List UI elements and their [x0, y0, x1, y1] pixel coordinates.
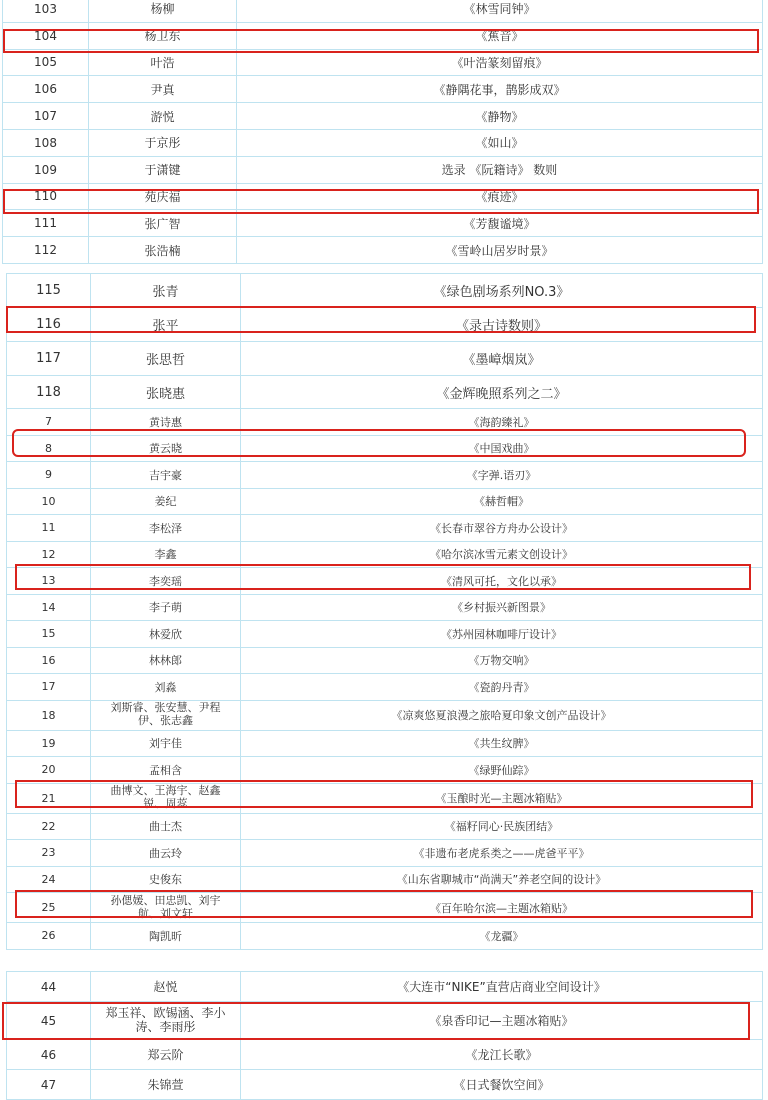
- row-number: 22: [7, 813, 91, 840]
- author-name: 苑庆福: [89, 183, 237, 210]
- work-title: 《苏州园林咖啡厅设计》: [241, 621, 763, 648]
- work-title: 《叶浩篆刻留痕》: [237, 49, 763, 76]
- row-number: 109: [3, 156, 89, 183]
- row-number: 44: [7, 972, 91, 1002]
- table-row: [7, 541, 763, 568]
- author-name: 赵悦: [91, 972, 241, 1002]
- author-name: 张平: [91, 308, 241, 342]
- table-row: [7, 1002, 763, 1040]
- table-row: [3, 0, 763, 22]
- results-table: [6, 408, 763, 950]
- table-row: [3, 210, 763, 237]
- row-number: 21: [7, 783, 91, 813]
- author-name: 于京彤: [89, 129, 237, 156]
- table-row: [7, 893, 763, 923]
- author-name: 曲云玲: [91, 840, 241, 867]
- table-row: [3, 22, 763, 49]
- work-title: 《泉香印记—主题冰箱贴》: [241, 1002, 763, 1040]
- table-row: [7, 972, 763, 1002]
- row-number: 110: [3, 183, 89, 210]
- table-row: [7, 376, 763, 410]
- row-number: 115: [7, 274, 91, 308]
- author-name: 陶凯昕: [91, 923, 241, 950]
- work-title: 《百年哈尔滨—主题冰箱贴》: [241, 893, 763, 923]
- author-name: 李奕瑶: [91, 568, 241, 595]
- author-name: 孙偲媛、田忠凯、刘宇航、刘文轩: [91, 893, 241, 923]
- author-name: 尹真: [89, 76, 237, 103]
- table-row: [7, 730, 763, 757]
- table-row: [7, 757, 763, 784]
- author-name: 黄诗惠: [91, 409, 241, 436]
- table-row: [7, 621, 763, 648]
- work-title: 《清风可托，文化以承》: [241, 568, 763, 595]
- row-number: 15: [7, 621, 91, 648]
- table-row: [7, 308, 763, 342]
- row-number: 19: [7, 730, 91, 757]
- table-row: [3, 183, 763, 210]
- row-number: 104: [3, 22, 89, 49]
- row-number: 13: [7, 568, 91, 595]
- work-title: 《日式餐饮空间》: [241, 1070, 763, 1100]
- work-title: 《玉酿时光—主题冰箱贴》: [241, 783, 763, 813]
- row-number: 105: [3, 49, 89, 76]
- author-name: 郑玉祥、欧锡涵、李小涛、李雨彤: [91, 1002, 241, 1040]
- row-number: 112: [3, 237, 89, 264]
- row-number: 111: [3, 210, 89, 237]
- row-number: 117: [7, 342, 91, 376]
- row-number: 11: [7, 515, 91, 542]
- table-row: [7, 674, 763, 701]
- work-title: 《录古诗数则》: [241, 308, 763, 342]
- work-title: 《乡村振兴新图景》: [241, 594, 763, 621]
- table-row: [7, 462, 763, 489]
- work-title: 《海韵臻礼》: [241, 409, 763, 436]
- row-number: 18: [7, 700, 91, 730]
- work-title: 《凉爽悠夏浪漫之旅哈夏印象文创产品设计》: [241, 700, 763, 730]
- author-name: 张浩楠: [89, 237, 237, 264]
- author-name: 于潇键: [89, 156, 237, 183]
- author-name: 刘斯睿、张安慧、尹程伊、张志鑫: [91, 700, 241, 730]
- table-row: [7, 409, 763, 436]
- work-title: 《大连市“NIKE”直营店商业空间设计》: [241, 972, 763, 1002]
- row-number: 116: [7, 308, 91, 342]
- work-title: 《福籽同心·民族团结》: [241, 813, 763, 840]
- row-number: 108: [3, 129, 89, 156]
- table-row: [7, 783, 763, 813]
- row-number: 10: [7, 488, 91, 515]
- work-title: 《绿野仙踪》: [241, 757, 763, 784]
- row-number: 16: [7, 647, 91, 674]
- row-number: 25: [7, 893, 91, 923]
- work-title: 《瓷韵丹青》: [241, 674, 763, 701]
- author-name: 张思哲: [91, 342, 241, 376]
- row-number: 8: [7, 435, 91, 462]
- row-number: 12: [7, 541, 91, 568]
- table-row: [3, 49, 763, 76]
- work-title: 《赫哲帽》: [241, 488, 763, 515]
- author-name: 黄云晓: [91, 435, 241, 462]
- work-title: 《痕迹》: [237, 183, 763, 210]
- row-number: 9: [7, 462, 91, 489]
- author-name: 叶浩: [89, 49, 237, 76]
- results-table: [6, 971, 763, 1100]
- row-number: 24: [7, 866, 91, 893]
- work-title: 选录 《阮籍诗》 数则: [237, 156, 763, 183]
- table-row: [7, 647, 763, 674]
- table-row: [3, 129, 763, 156]
- author-name: 吉宇豪: [91, 462, 241, 489]
- author-name: 朱锦萱: [91, 1070, 241, 1100]
- results-table: [6, 273, 763, 410]
- row-number: 47: [7, 1070, 91, 1100]
- work-title: 《金辉晚照系列之二》: [241, 376, 763, 410]
- work-title: 《万物交响》: [241, 647, 763, 674]
- author-name: 孟相含: [91, 757, 241, 784]
- table-row: [7, 923, 763, 950]
- row-number: 23: [7, 840, 91, 867]
- work-title: 《长春市翠谷方舟办公设计》: [241, 515, 763, 542]
- author-name: 杨柳: [89, 0, 237, 22]
- author-name: 郑云阶: [91, 1040, 241, 1070]
- author-name: 张广智: [89, 210, 237, 237]
- author-name: 刘淼: [91, 674, 241, 701]
- results-table: [2, 0, 763, 264]
- row-number: 7: [7, 409, 91, 436]
- author-name: 史俊东: [91, 866, 241, 893]
- table-section-3: [0, 408, 768, 948]
- work-title: 《山东省聊城市“尚满天”养老空间的设计》: [241, 866, 763, 893]
- work-title: 《芳馥谧境》: [237, 210, 763, 237]
- work-title: 《雪岭山居岁时景》: [237, 237, 763, 264]
- row-number: 17: [7, 674, 91, 701]
- work-title: 《蕉音》: [237, 22, 763, 49]
- author-name: 林林郎: [91, 647, 241, 674]
- table-row: [7, 866, 763, 893]
- table-row: [7, 342, 763, 376]
- author-name: 曲博文、王海宇、赵鑫锐、周蕊: [91, 783, 241, 813]
- table-row: [3, 156, 763, 183]
- work-title: 《龙疆》: [241, 923, 763, 950]
- work-title: 《静物》: [237, 103, 763, 130]
- table-row: [7, 840, 763, 867]
- work-title: 《非遗布老虎系类之——虎爸平平》: [241, 840, 763, 867]
- table-row: [7, 568, 763, 595]
- row-number: 46: [7, 1040, 91, 1070]
- table-section-2: [0, 283, 768, 402]
- author-name: 张青: [91, 274, 241, 308]
- table-row: [7, 594, 763, 621]
- work-title: 《哈尔滨冰雪元素文创设计》: [241, 541, 763, 568]
- author-name: 林爱欣: [91, 621, 241, 648]
- author-name: 曲士杰: [91, 813, 241, 840]
- row-number: 26: [7, 923, 91, 950]
- table-row: [7, 435, 763, 462]
- work-title: 《墨嶂烟岚》: [241, 342, 763, 376]
- table-section-1: [0, 0, 768, 262]
- work-title: 《静隅花事，鹊影成双》: [237, 76, 763, 103]
- table-row: [7, 1070, 763, 1100]
- row-number: 107: [3, 103, 89, 130]
- author-name: 刘宇佳: [91, 730, 241, 757]
- row-number: 103: [3, 0, 89, 22]
- work-title: 《林雪同钟》: [237, 0, 763, 22]
- row-number: 118: [7, 376, 91, 410]
- table-row: [7, 515, 763, 542]
- author-name: 游悦: [89, 103, 237, 130]
- table-section-4: [0, 964, 768, 1092]
- table-row: [3, 103, 763, 130]
- row-number: 106: [3, 76, 89, 103]
- work-title: 《如山》: [237, 129, 763, 156]
- table-row: [7, 274, 763, 308]
- author-name: 张晓惠: [91, 376, 241, 410]
- author-name: 李鑫: [91, 541, 241, 568]
- row-number: 14: [7, 594, 91, 621]
- row-number: 20: [7, 757, 91, 784]
- work-title: 《中国戏曲》: [241, 435, 763, 462]
- work-title: 《共生纹脾》: [241, 730, 763, 757]
- table-row: [3, 237, 763, 264]
- work-title: 《绿色剧场系列NO.3》: [241, 274, 763, 308]
- row-number: 45: [7, 1002, 91, 1040]
- table-row: [7, 700, 763, 730]
- work-title: 《字弹.语刃》: [241, 462, 763, 489]
- table-row: [7, 1040, 763, 1070]
- table-row: [7, 813, 763, 840]
- author-name: 杨卫东: [89, 22, 237, 49]
- author-name: 李松泽: [91, 515, 241, 542]
- author-name: 李子萌: [91, 594, 241, 621]
- work-title: 《龙江长歌》: [241, 1040, 763, 1070]
- table-row: [3, 76, 763, 103]
- table-row: [7, 488, 763, 515]
- author-name: 姜纪: [91, 488, 241, 515]
